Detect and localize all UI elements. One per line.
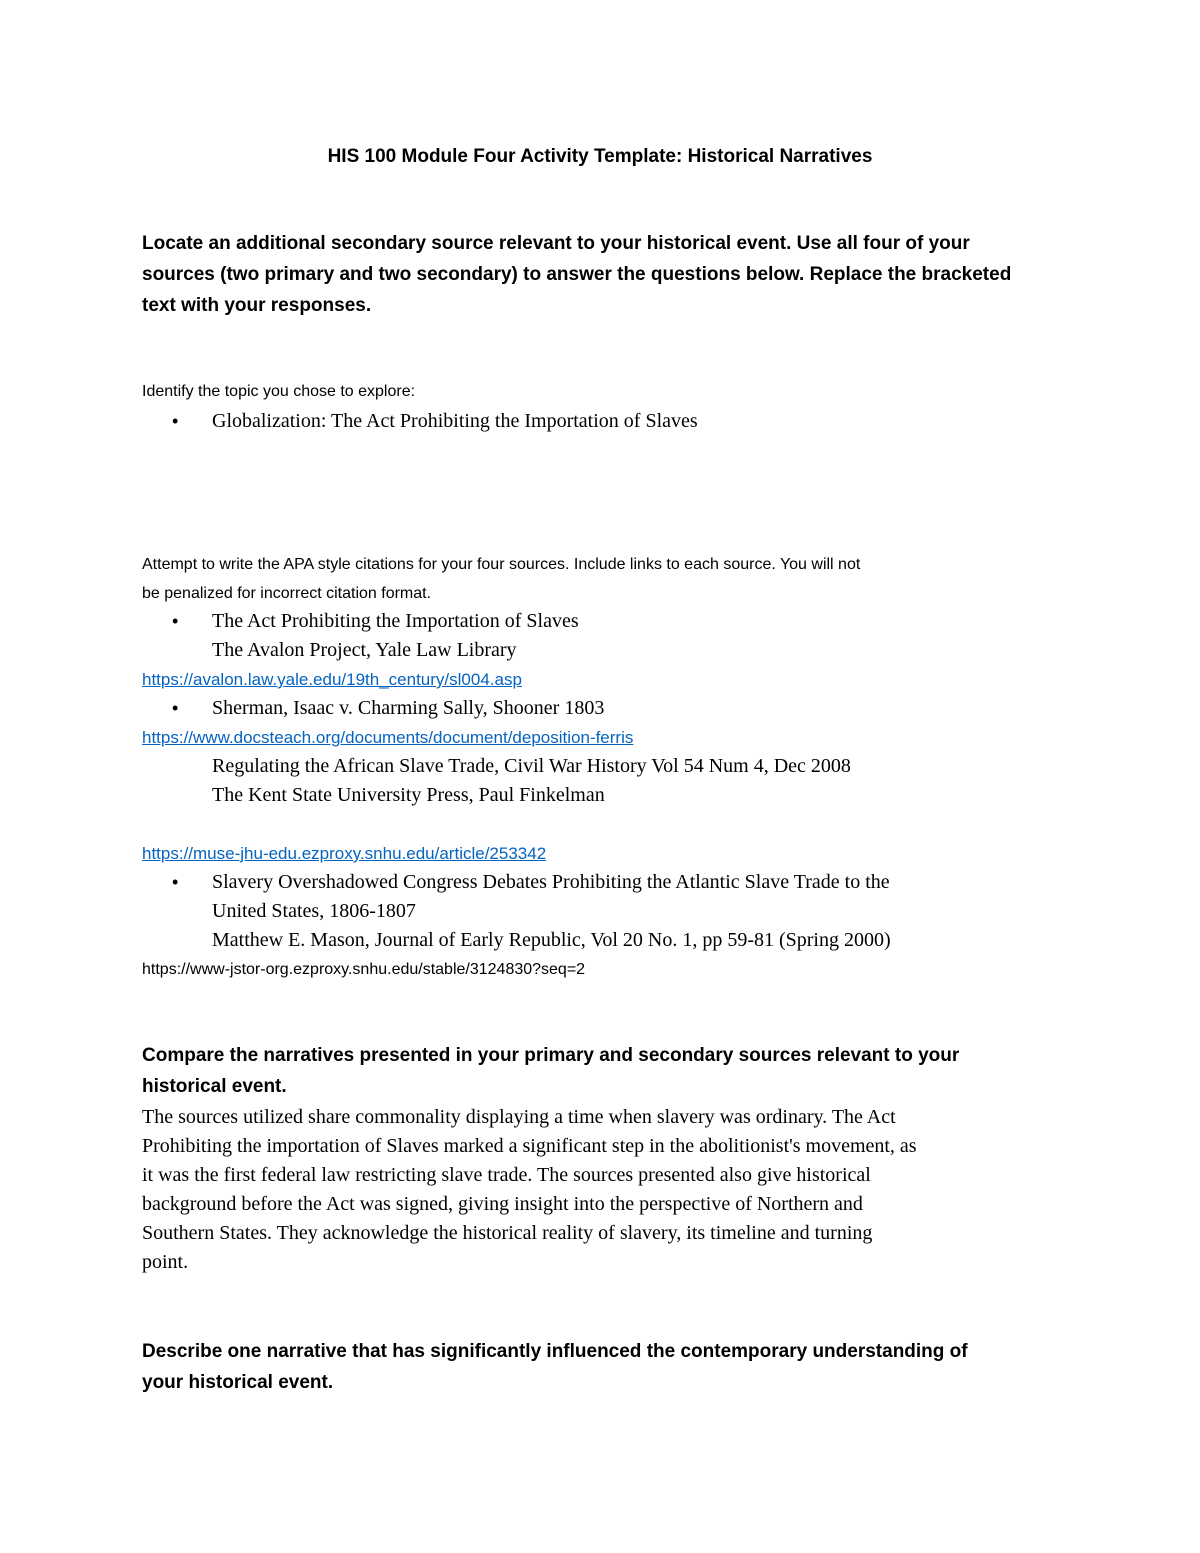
citation-2-link[interactable]: https://www.docsteach.org/documents/document/deposition-ferris	[142, 728, 634, 747]
compare-answer-line: it was the first federal law restricting slave trade. The sources presented also give historical	[142, 1164, 871, 1186]
compare-answer-line: Southern States. They acknowledge the historical reality of slavery, its timeline and turning	[142, 1222, 873, 1244]
citation-3-publisher: The Kent State University Press, Paul Finkelman	[212, 784, 605, 806]
instructions-line: Locate an additional secondary source relevant to your historical event. Use all four of your	[142, 233, 970, 254]
bullet-icon: •	[172, 411, 179, 431]
compare-answer-line: point.	[142, 1251, 189, 1273]
compare-answer	[142, 1103, 1072, 1277]
citation-4-title: Slavery Overshadowed Congress Debates Prohibiting the Atlantic Slave Trade to the	[212, 871, 890, 893]
instructions-line: text with your responses.	[142, 295, 372, 316]
document-title: HIS 100 Module Four Activity Template: Historical Narratives	[327, 146, 873, 167]
compare-answer-line: Prohibiting the importation of Slaves marked a significant step in the abolitionist's movement, as	[142, 1135, 917, 1157]
compare-question-line: Compare the narratives presented in your primary and secondary sources relevant to your	[142, 1045, 960, 1066]
citations-label-line: be penalized for incorrect citation format.	[142, 585, 432, 602]
bullet-icon: •	[172, 611, 179, 631]
citation-2-title: Sherman, Isaac v. Charming Sally, Shooner 1803	[212, 697, 605, 719]
citation-4-url: https://www-jstor-org.ezproxy.snhu.edu/stable/3124830?seq=2	[142, 961, 586, 978]
citation-4-author: Matthew E. Mason, Journal of Early Republic, Vol 20 No. 1, pp 59-81 (Spring 2000)	[212, 929, 891, 951]
topic-label: Identify the topic you chose to explore:	[142, 383, 416, 400]
bullet-icon: •	[172, 872, 179, 892]
citation-1-title: The Act Prohibiting the Importation of Slaves	[212, 610, 579, 632]
instructions-line: sources (two primary and two secondary) to answer the questions below. Replace the bracketed	[142, 264, 1012, 285]
topic-answer: Globalization: The Act Prohibiting the Importation of Slaves	[212, 410, 698, 432]
bullet-icon: •	[172, 698, 179, 718]
describe-question-line: Describe one narrative that has significantly influenced the contemporary understanding of	[142, 1341, 968, 1362]
citation-1-link[interactable]: https://avalon.law.yale.edu/19th_century/sl004.asp	[142, 670, 522, 689]
compare-answer-line: background before the Act was signed, giving insight into the perspective of Northern and	[142, 1193, 863, 1215]
describe-question-line: your historical event.	[142, 1372, 334, 1393]
citations-label-line: Attempt to write the APA style citations for your four sources. Include links to each source. You will not	[142, 556, 861, 573]
compare-answer-line: The sources utilized share commonality displaying a time when slavery was ordinary. The Act	[142, 1106, 896, 1128]
citation-3-link[interactable]: https://muse-jhu-edu.ezproxy.snhu.edu/article/253342	[142, 844, 547, 863]
citation-4-title-cont: United States, 1806-1807	[212, 900, 416, 922]
citation-1-publisher: The Avalon Project, Yale Law Library	[212, 639, 517, 661]
compare-question-line: historical event.	[142, 1076, 287, 1097]
citation-3-title: Regulating the African Slave Trade, Civil War History Vol 54 Num 4, Dec 2008	[212, 755, 851, 777]
